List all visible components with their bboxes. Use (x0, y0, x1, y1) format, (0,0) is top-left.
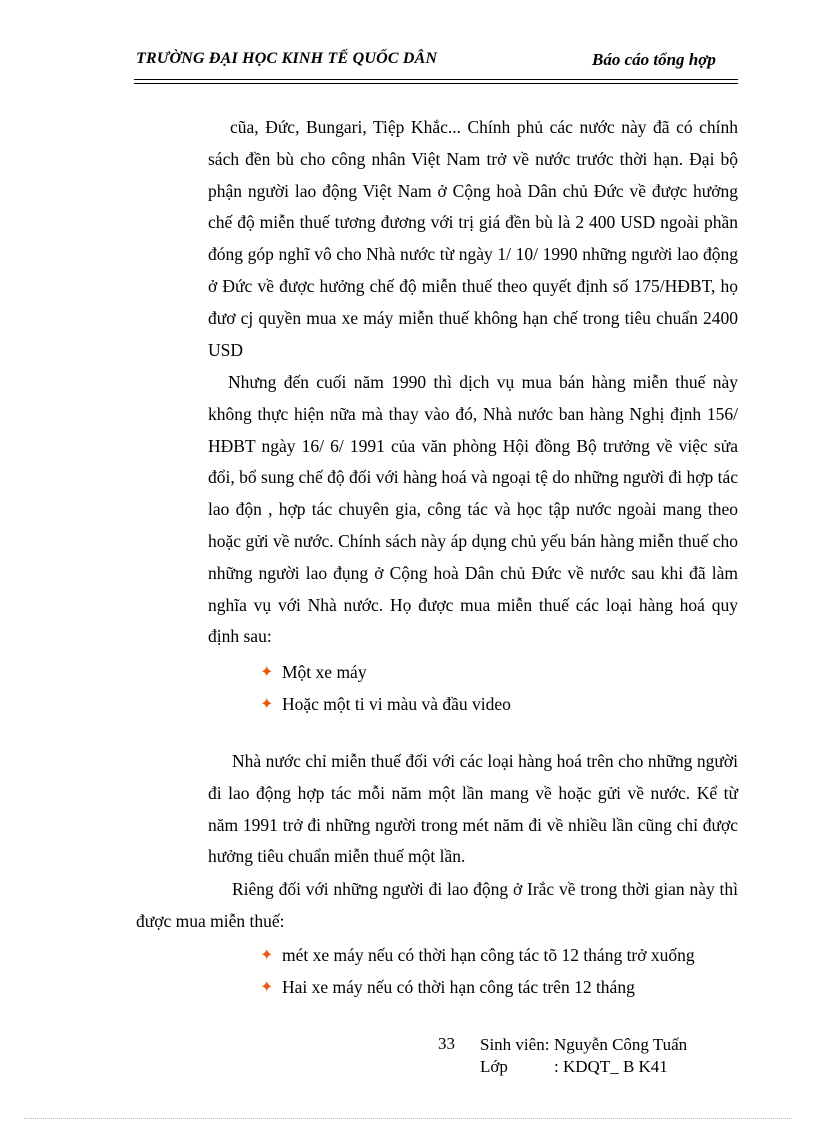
paragraph-3: Nhà nước chỉ miễn thuế đối với các loại hàng hoá trên cho những người đi lao động hợp tác mỗi năm một lần mang về hoặc gửi về nước. Kể từ năm 1991 trở đi những người trong mét năm đi về nhiều lần cũng chỉ được hưởng tiêu chuẩn miễn thuế một lần. (208, 751, 738, 867)
page-bottom-divider (24, 1118, 792, 1119)
student-label: Sinh viên: (480, 1035, 550, 1054)
header-divider-thick (134, 79, 738, 80)
bullet-text: Hai xe máy nếu có thời hạn công tác trên 12 tháng (282, 977, 635, 997)
bullet-item (260, 943, 695, 967)
paragraph-2: Nhưng đến cuối năm 1990 thì dịch vụ mua bán hàng miễn thuế này không thực hiện nữa mà thay vào đó, Nhà nước ban hàng Nghị định 156/ HĐBT ngày 16/ 6/ 1991 của văn phòng Hội đồng Bộ trưởng về việc sửa đổi, bổ sung chế độ đối với hàng hoá và ngoại tệ do những người đi hợp tác lao độn , hợp tác chuyên gia, công tác và học tập nước ngoài mang theo hoặc gửi về nước. Chính sách này áp dụng chủ yếu bán hàng miễn thuế cho những người lao đụng ở Cộng hoà Dân chủ Đức về nước sau khi đã làm nghĩa vụ với Nhà nước. Họ được mua miễn thuế các loại hàng hoá quy định sau: (208, 372, 738, 647)
bullet-star-icon: ✦ (260, 662, 274, 681)
paragraph-1: cũa, Đức, Bungari, Tiệp Khắc... Chính phủ các nước này đã có chính sách đền bù cho công nhân Việt Nam trở về nước trước thời hạn. Đại bộ phận người lao động Việt Nam ở Cộng hoà Dân chủ Đức về được hưởng chế độ miễn thuế tương đương với trị giá đền bù là 2 400 USD ngoài phần đóng góp nghĩ vô cho Nhà nước từ ngày 1/ 10/ 1990 những người lao động ở Đức về được hưởng chế độ miễn thuế theo quyết định số 175/HĐBT, họ đươ cj quyền mua xe máy miễn thuế không hạn chế trong tiêu chuẩn 2400 USD (208, 117, 738, 360)
bullet-item (260, 660, 367, 684)
paragraph-4: Riêng đối với những người đi lao động ở Irắc về trong thời gian này thì được mua miễn thuế: (136, 879, 738, 931)
bullet-text: Một xe máy (282, 662, 367, 682)
bullet-star-icon: ✦ (260, 977, 274, 996)
header-divider-thin (134, 83, 738, 84)
bullet-item (260, 975, 635, 999)
footer-student-info (480, 1034, 687, 1078)
page-number: 33 (438, 1034, 455, 1053)
bullet-text: Hoặc một ti vi màu và đầu video (282, 694, 511, 714)
header-school-name: TRƯỜNG ĐẠI HỌC KINH TẾ QUỐC DÂN (136, 50, 438, 67)
header-report-title: Báo cáo tổng hợp (592, 50, 716, 69)
class-value: : KDQT_ B K41 (554, 1057, 668, 1076)
bullet-text: mét xe máy nếu có thời hạn công tác tõ 12 tháng trở xuống (282, 945, 695, 965)
student-name: Nguyễn Công Tuấn (554, 1035, 688, 1054)
bullet-star-icon: ✦ (260, 945, 274, 964)
bullet-item (260, 692, 511, 716)
class-label: Lớp (480, 1057, 508, 1076)
bullet-star-icon: ✦ (260, 694, 274, 713)
